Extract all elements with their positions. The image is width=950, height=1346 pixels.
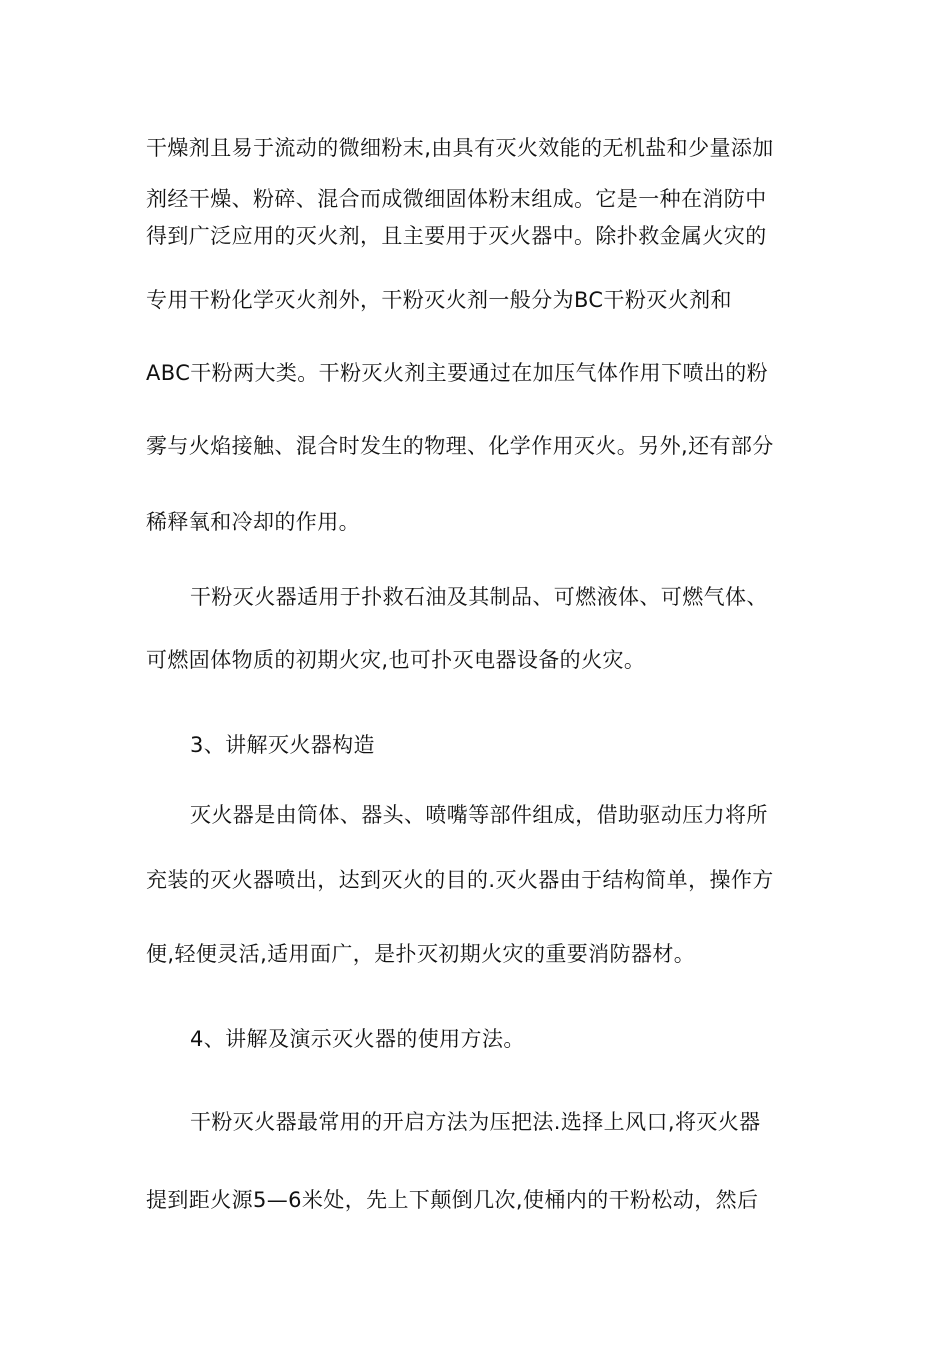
section-heading: 3、讲解灭火器构造 [190,733,375,757]
paragraph-line: 稀释氧和冷却的作用。 [146,510,360,534]
paragraph-line: 可燃固体物质的初期火灾,也可扑灭电器设备的火灾。 [146,648,646,672]
paragraph-line: 干粉灭火器最常用的开启方法为压把法.选择上风口,将灭火器 [190,1110,761,1134]
paragraph-line: 得到广泛应用的灭火剂，且主要用于灭火器中。除扑救金属火灾的 [146,224,767,248]
paragraph-line: 专用干粉化学灭火剂外，干粉灭火剂一般分为BC干粉灭火剂和 [146,288,732,312]
paragraph-line: 剂经干燥、粉碎、混合而成微细固体粉末组成。它是一种在消防中 [146,187,767,211]
paragraph-line: 便,轻便灵活,适用面广，是扑灭初期火灾的重要消防器材。 [146,942,696,966]
paragraph-line: ABC干粉两大类。干粉灭火剂主要通过在加压气体作用下喷出的粉 [146,361,769,385]
paragraph-line: 雾与火焰接触、混合时发生的物理、化学作用灭火。另外,还有部分 [146,434,774,458]
section-heading: 4、讲解及演示灭火器的使用方法。 [190,1027,525,1051]
paragraph-line: 提到距火源5—6米处，先上下颠倒几次,使桶内的干粉松动，然后 [146,1188,759,1212]
paragraph-line: 充装的灭火器喷出，达到灭火的目的.灭火器由于结构简单，操作方 [146,868,774,892]
paragraph-line: 干燥剂且易于流动的微细粉末,由具有灭火效能的无机盐和少量添加 [146,136,774,160]
paragraph-line: 灭火器是由筒体、器头、喷嘴等部件组成，借助驱动压力将所 [190,803,768,827]
paragraph-line: 干粉灭火器适用于扑救石油及其制品、可燃液体、可燃气体、 [190,585,768,609]
